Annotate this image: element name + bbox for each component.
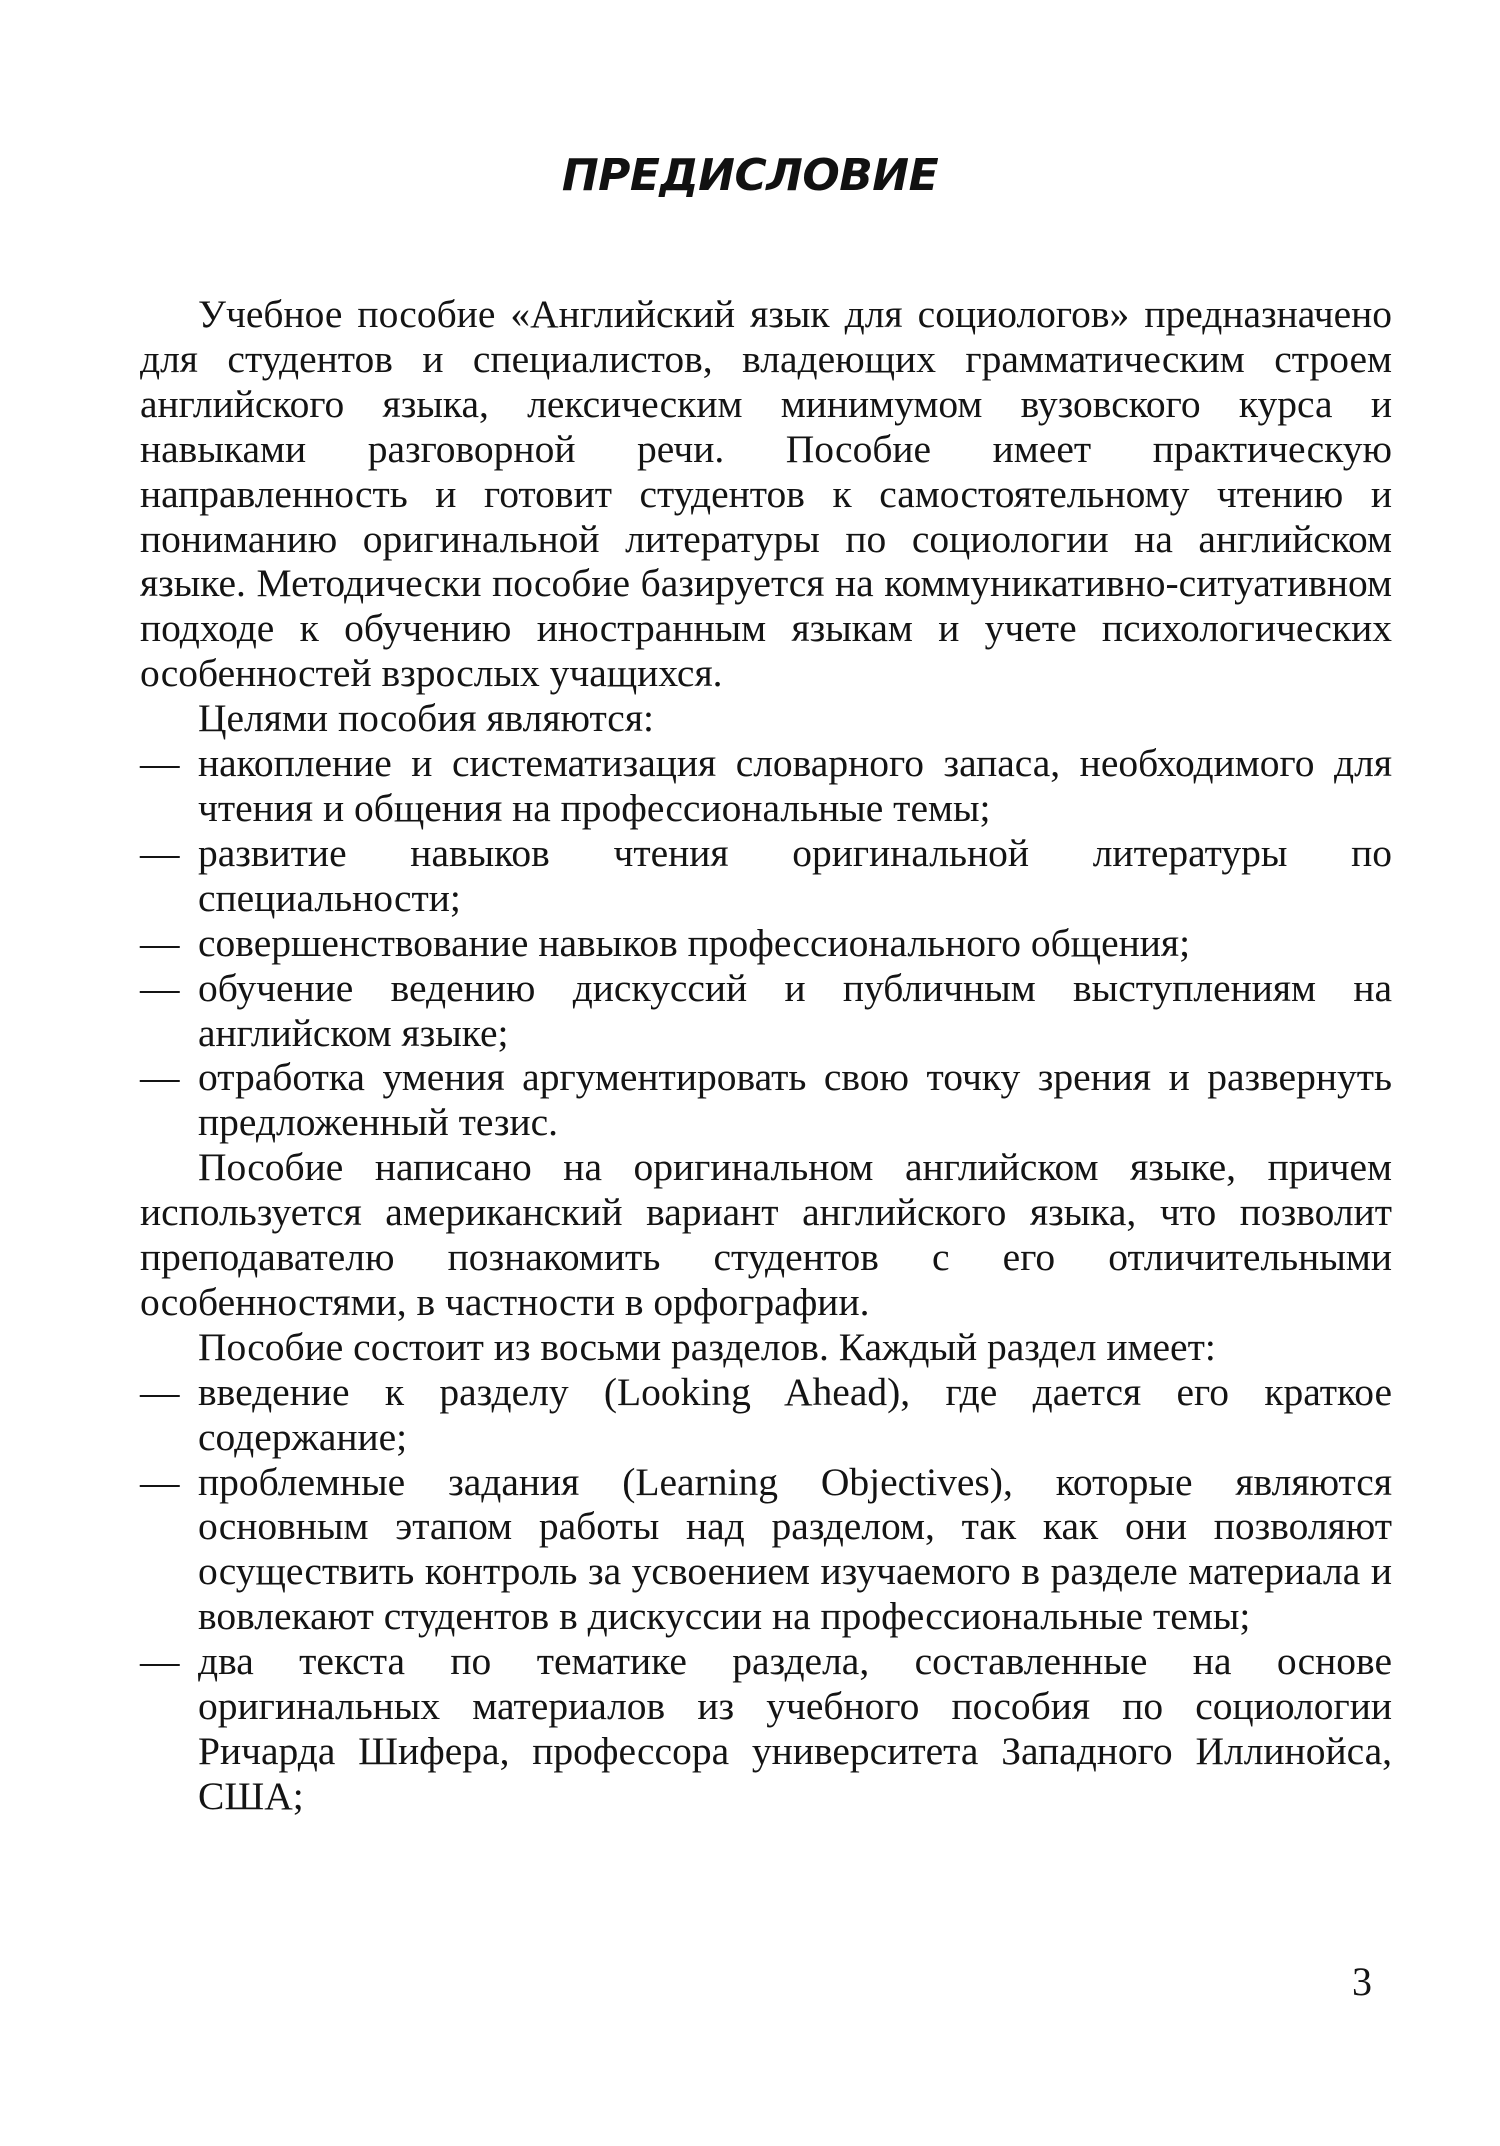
dash-marker: —: [140, 1369, 180, 1414]
dash-marker: —: [140, 741, 180, 786]
dash-marker: —: [140, 830, 180, 875]
list-item: — проблемные задания (Learning Objectives), которые являются основным этапом работы над разделом, так как они позволяют осуществить контроль за усвоением изучаемого в разделе материала и вовлекают студентов в дискуссии на профессиональные темы;: [140, 1459, 1392, 1639]
dash-marker: —: [140, 1055, 180, 1100]
page-title: ПРЕДИСЛОВИЕ: [561, 150, 939, 201]
american-variant-paragraph: Пособие написано на оригинальном английском языке, причем используется американский вариант английского языка, что позволит преподавателю познакомить студентов с его отличительными особенностями, в частности в орфографии.: [140, 1145, 1392, 1324]
dash-marker: —: [140, 1639, 180, 1684]
sections-heading: Пособие состоит из восьми разделов. Каждый раздел имеет:: [198, 1324, 1216, 1369]
dash-marker: —: [140, 965, 180, 1010]
body-text: [140, 292, 1392, 1819]
intro-paragraph: Учебное пособие «Английский язык для социологов» предназначено для студентов и специалистов, владеющих грамматическим строем английского языка, лексическим минимумом вузовского курса и навыками разговорной речи. Пособие имеет практическую направленность и готовит студентов к самостоятельному чтению и пониманию оригинальной литературы по социологии на английском языке. Методически пособие базируется на коммуникативно-ситуативном подходе к обучению иностранным языкам и учете психологических особенностей взрослых учащихся.: [140, 292, 1392, 696]
dash-marker: —: [140, 1459, 180, 1504]
goals-heading: Целями пособия являются:: [198, 696, 654, 741]
list-item: — совершенствование навыков профессионального общения;: [140, 920, 1191, 965]
list-item: — обучение ведению дискуссий и публичным выступлениям на английском языке;: [140, 965, 1392, 1055]
dash-marker: —: [140, 920, 180, 965]
list-item: — два текста по тематике раздела, составленные на основе оригинальных материалов из учебного пособия по социологии Ричарда Шифера, профессора университета Западного Иллинойса, США;: [140, 1639, 1392, 1818]
goals-list: [140, 741, 1392, 1145]
list-item: — введение к разделу (Looking Ahead), где дается его краткое содержание;: [140, 1369, 1392, 1459]
list-item: — развитие навыков чтения оригинальной литературы по специальности;: [140, 830, 1392, 920]
page-number: 3: [1352, 1959, 1372, 2004]
list-item: — накопление и систематизация словарного запаса, необходимого для чтения и общения на профессиональные темы;: [140, 741, 1392, 830]
list-item: — отработка умения аргументировать свою точку зрения и развернуть предложенный тезис.: [140, 1055, 1392, 1145]
section-parts-list: [140, 1370, 1392, 1819]
